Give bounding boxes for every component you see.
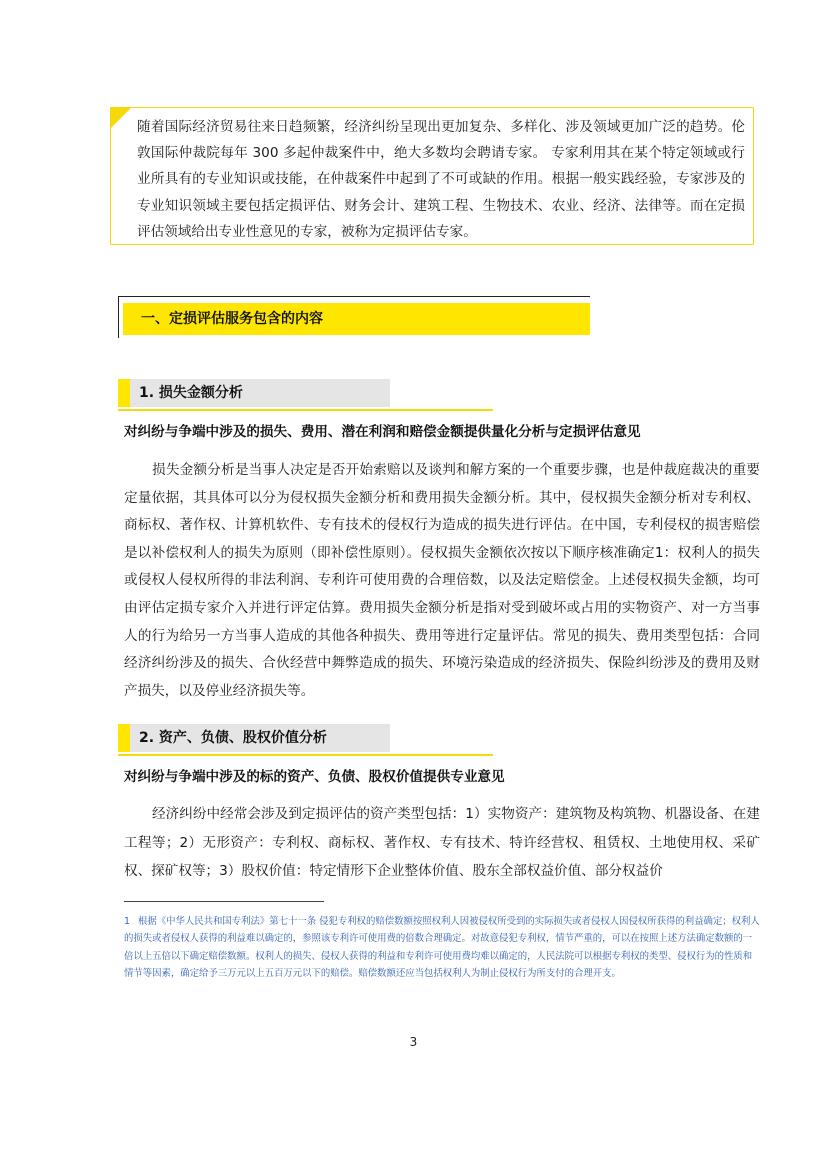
- subheading-summary-1: 对纠纷与争端中涉及的损失、费用、潜在利润和赔偿金额提供量化分析与定损评估意见: [124, 424, 641, 440]
- subheading-accent-2: [118, 724, 130, 752]
- footnote: [124, 913, 760, 983]
- subheading-title-1: 1. 损失金额分析: [139, 385, 243, 401]
- paragraph-loss-analysis: 损失金额分析是当事人决定是否开始索赔以及谈判和解方案的一个重要步骤，也是仲裁庭裁决的重要定量依据，其具体可以分为侵权损失金额分析和费用损失金额分析。其中，侵权损失金额分析对专利权、商标权、著作权、计算机软件、专有技术的侵权行为造成的损失进行评估。在中国，专利侵权的损害赔偿是以补偿权利人的损失为原则（即补偿性原则）。侵权损失金额依次按以下顺序核准确定1：权利人的损失或侵权人侵权所得的非法利润、专利许可使用费的合理倍数，以及法定赔偿金。上述侵权损失金额，均可由评估定损专家介入并进行评定估算。费用损失金额分析是指对受到破坏或占用的实物资产、对一方当事人的行为给另一方当事人造成的其他各种损失、费用等进行定量评估。常见的损失、费用类型包括：合同经济纠纷涉及的损失、合伙经营中舞弊造成的损失、环境污染造成的经济损失、保险纠纷涉及的费用及财产损失，以及停业经济损失等。: [124, 462, 760, 699]
- subheading-title-2: 2. 资产、负债、股权价值分析: [139, 730, 327, 746]
- section-title: 一、定损评估服务包含的内容: [141, 311, 323, 327]
- subheading-underline-2: [118, 754, 493, 756]
- footnote-rule: [124, 901, 324, 902]
- subheading-underline-1: [118, 409, 493, 411]
- footnote-text: 根据《中华人民共和国专利法》第七十一条 侵犯专利权的赔偿数额按照权利人因被侵权所受到的实际损失或者侵权人因侵权所获得的利益确定；权利人的损失或者侵权人获得的利益难以确定的，参照该专利许可使用费的倍数合理确定。对故意侵犯专利权，情节严重的，可以在按照上述方法确定数额的一倍以上五倍以下确定赔偿数额。权利人的损失、侵权人获得的利益和专利许可使用费均难以确定的，人民法院可以根据专利权的类型、侵权行为的性质和情节等因素，确定给予三万元以上五百万元以下的赔偿。赔偿数额还应当包括权利人为制止侵权行为所支付的合理开支。: [124, 916, 760, 980]
- intro-text: 随着国际经济贸易往来日趋频繁，经济纠纷呈现出更加复杂、多样化、涉及领域更加广泛的趋势。伦敦国际仲裁院每年 300 多起仲裁案件中，绝大多数均会聘请专家。 专家利用其在某个特定领域或行业所具有的专业知识或技能，在仲裁案件中起到了不可或缺的作用。根据一般实践经验，专家涉及的专业知识领域主要包括定损评估、财务会计、建筑工程、生物技术、农业、经济、法律等。而在定损评估领域给出专业性意见的专家，被称为定损评估专家。: [137, 119, 745, 240]
- subheading-summary-2: 对纠纷与争端中涉及的标的资产、负债、股权价值提供专业意见: [124, 769, 505, 785]
- paragraph-asset-analysis: 经济纠纷中经常会涉及到定损评估的资产类型包括：1）实物资产：建筑物及构筑物、机器设备、在建工程等；2）无形资产：专利权、商标权、著作权、专有技术、特许经营权、租赁权、土地使用权、采矿权、探矿权等；3）股权价值：特定情形下企业整体价值、股东全部权益价值、部分权益价: [124, 806, 760, 880]
- subheading-accent-1: [118, 379, 130, 407]
- intro-corner-triangle: [110, 107, 132, 129]
- footnote-number: 1: [124, 916, 130, 927]
- page-number: 3: [409, 1035, 418, 1049]
